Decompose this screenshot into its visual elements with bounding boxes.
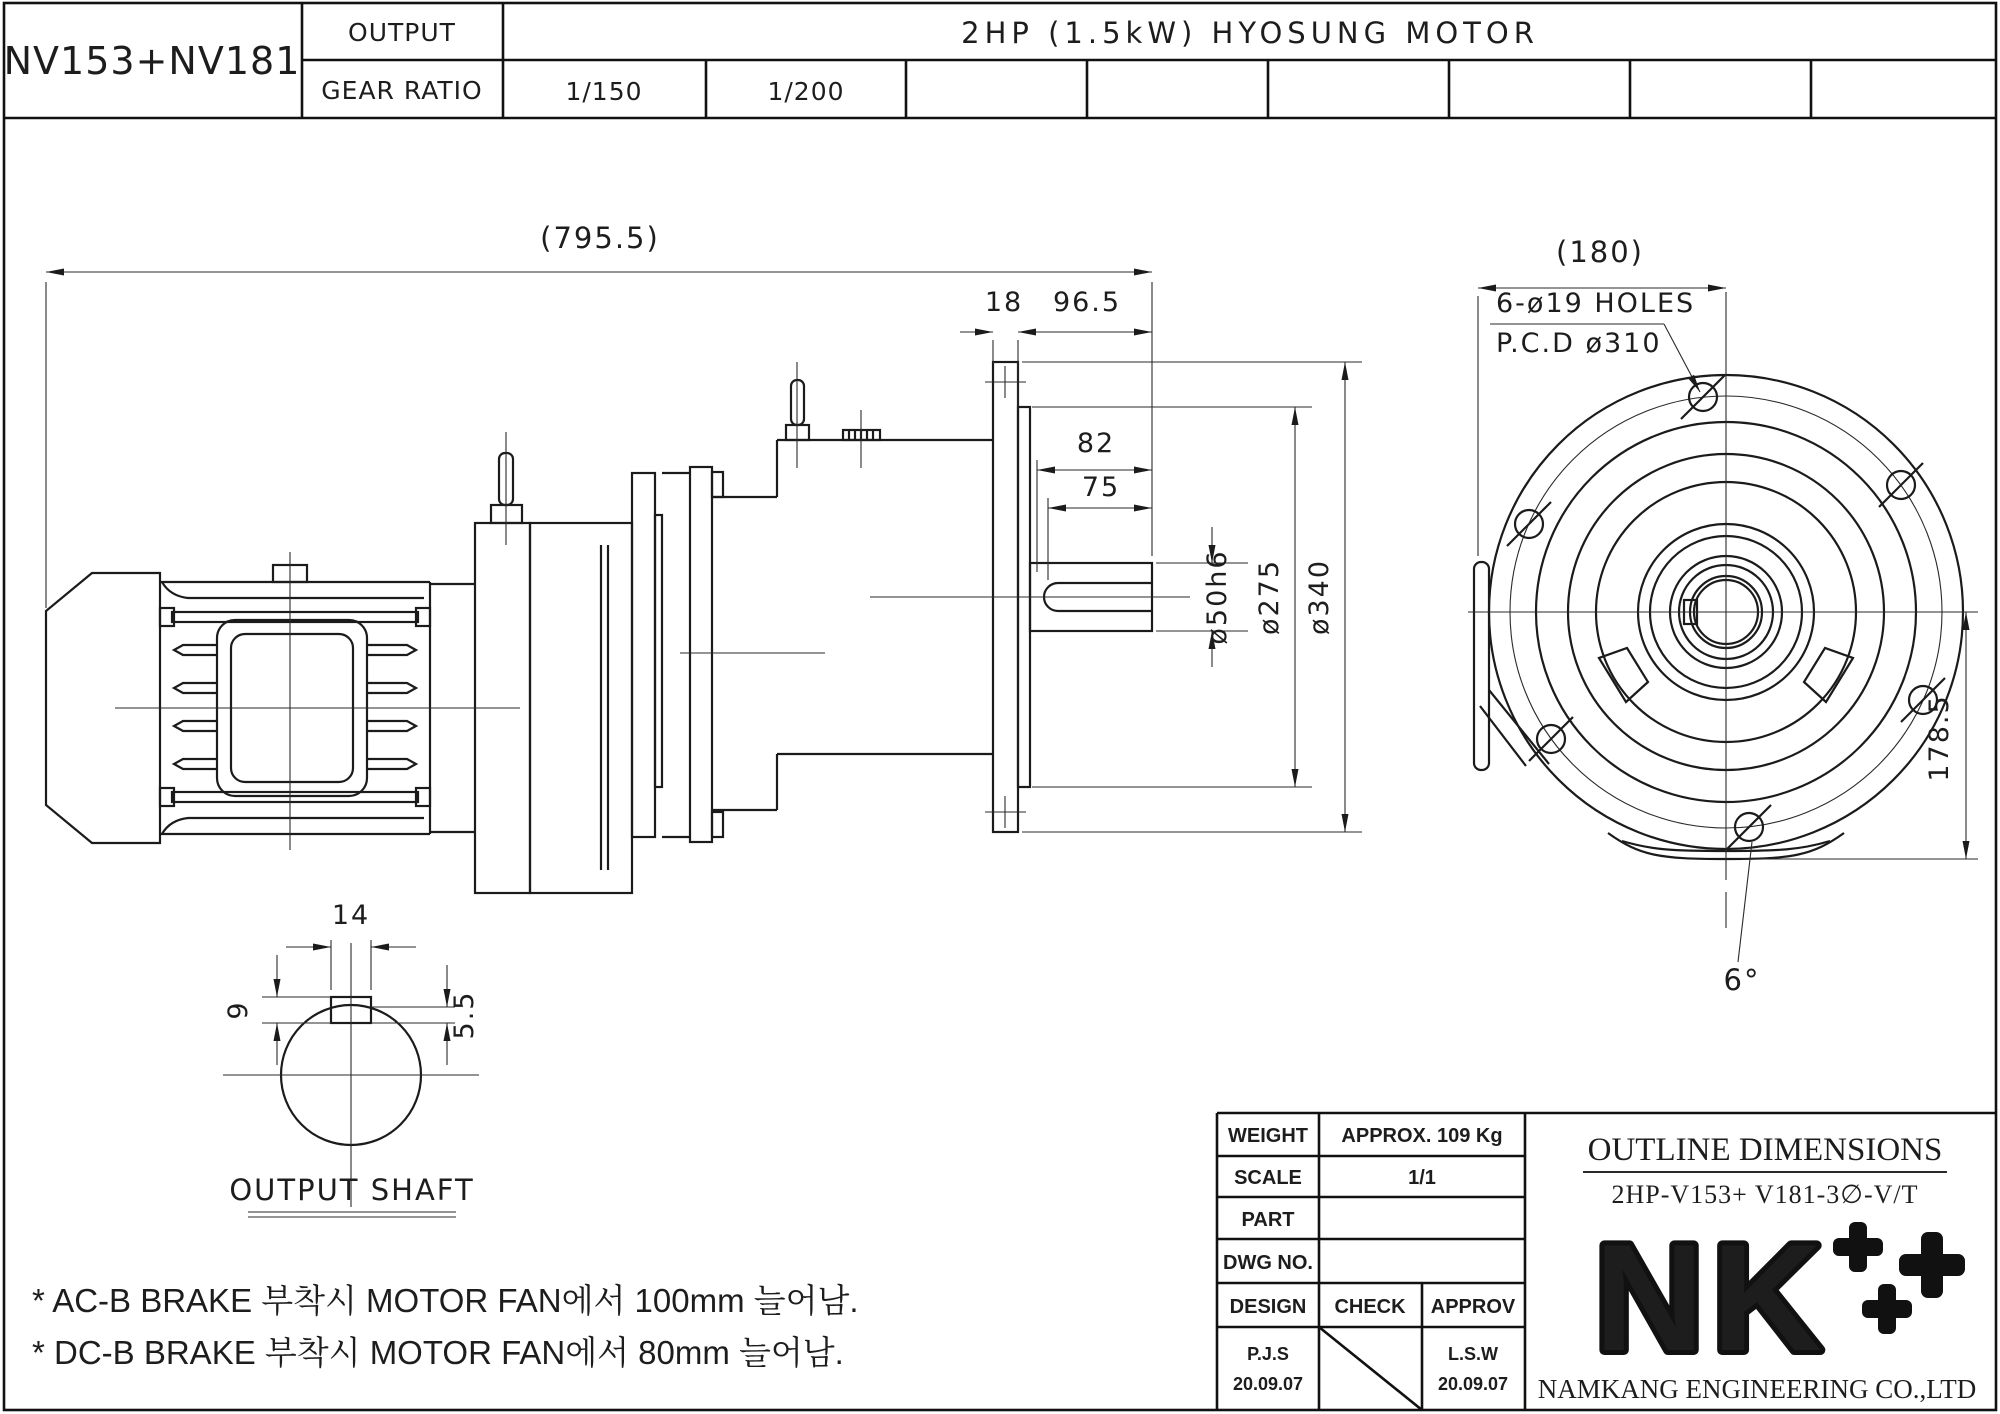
hole-angle-value: 6° [1723, 963, 1761, 997]
company-block [1538, 1132, 1976, 1404]
output-shaft-detail [223, 900, 480, 1217]
approv-name: L.S.W [1448, 1344, 1498, 1364]
approv-date: 20.09.07 [1437, 1374, 1509, 1394]
scale-value: 1/1 [1408, 1167, 1436, 1189]
oil-cap [843, 410, 880, 468]
output-shaft-title: OUTPUT SHAFT [229, 1173, 475, 1207]
shaft-step-82-value: 82 [1076, 428, 1116, 459]
design-name: P.J.S [1247, 1344, 1289, 1364]
motor-title: 2HP (1.5kW) HYOSUNG MOTOR [961, 16, 1539, 50]
company-name: NAMKANG ENGINEERING CO.,LTD [1537, 1374, 1977, 1404]
shaft-diameter-value: ø50h6 [1202, 549, 1233, 645]
shaft-extension-value: 96.5 [1052, 287, 1122, 318]
holes-callout [1490, 288, 1700, 392]
holes-label: 6-ø19 HOLES [1496, 288, 1696, 319]
key-depth-value: 5.5 [449, 990, 480, 1040]
motor-body [160, 552, 430, 850]
weight-label: WEIGHT [1228, 1125, 1308, 1147]
ratio-2: 1/200 [767, 77, 845, 106]
dwg-no-label: DWG NO. [1223, 1252, 1313, 1274]
output-label: OUTPUT [348, 18, 456, 47]
approv-label: APPROV [1430, 1296, 1516, 1318]
register-diameter-value: ø275 [1254, 558, 1285, 636]
overall-length-value: (795.5) [540, 221, 660, 255]
dim-82-75 [1037, 428, 1152, 580]
dim-hole-angle [1724, 842, 1761, 997]
output-shaft [870, 563, 1190, 631]
dim-overall-length [46, 221, 1152, 608]
doc-code: 2HP-V153+ V181-3∅-V/T [1611, 1180, 1919, 1209]
gear-stage-2-housing [777, 362, 993, 754]
shaft-step-75-value: 75 [1081, 472, 1121, 503]
key-width-value: 14 [331, 900, 371, 931]
ratio-1: 1/150 [565, 77, 643, 106]
pocket-left [1599, 648, 1648, 702]
flange-thickness-value: 18 [984, 287, 1024, 318]
note-ac-brake: * AC-B BRAKE 부착시 MOTOR FAN에서 100mm 늘어남. [32, 1282, 859, 1319]
nk-logo [1594, 1213, 1965, 1383]
key-height-value: 9 [223, 1000, 254, 1020]
pcd-label: P.C.D ø310 [1496, 328, 1662, 359]
bottom-height-value: 178.5 [1924, 694, 1955, 782]
model-code: NV153+NV181 [3, 39, 301, 83]
note-dc-brake: * DC-B BRAKE 부착시 MOTOR FAN에서 80mm 늘어남. [32, 1334, 844, 1371]
gear-ratio-label: GEAR RATIO [321, 76, 483, 105]
nk-logo-text: NK [1594, 1213, 1830, 1383]
notes [32, 1282, 859, 1371]
rear-width-value: (180) [1556, 235, 1644, 269]
dim-18-96_5 [960, 287, 1152, 410]
check-cell-slash [1319, 1327, 1422, 1410]
check-label: CHECK [1334, 1296, 1406, 1318]
header-table [4, 3, 1996, 118]
gear-stage-2-plates [632, 440, 825, 842]
dim-key-height [223, 955, 331, 1065]
pocket-right [1804, 648, 1853, 702]
design-label: DESIGN [1229, 1296, 1307, 1318]
side-view [46, 221, 1362, 893]
nk-logo-plus-marks [1833, 1222, 1965, 1334]
scale-label: SCALE [1234, 1167, 1302, 1189]
doc-title: OUTLINE DIMENSIONS [1587, 1132, 1943, 1168]
front-view [1468, 235, 1978, 997]
flange-diameter-value: ø340 [1304, 558, 1335, 636]
design-date: 20.09.07 [1232, 1374, 1304, 1394]
weight-value: APPROX. 109 Kg [1341, 1125, 1503, 1147]
gear-stage-1 [475, 432, 632, 893]
part-label: PART [1241, 1209, 1295, 1231]
